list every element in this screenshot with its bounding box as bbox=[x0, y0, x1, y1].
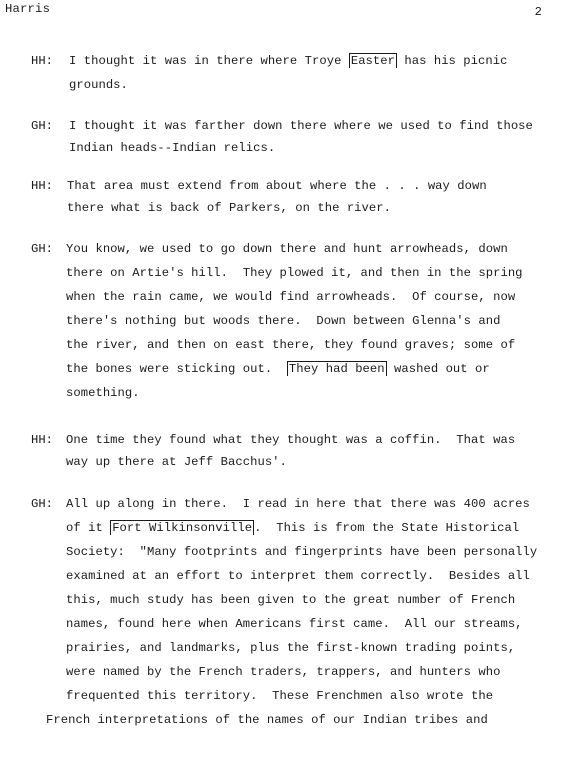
transcript-line: I thought it was farther down there where we used to find those bbox=[69, 119, 533, 133]
transcript-line: way up there at Jeff Bacchus'. bbox=[66, 455, 287, 469]
transcript-line: something. bbox=[66, 386, 140, 400]
transcript-line: frequented this territory. These Frenchmen also wrote the bbox=[66, 689, 494, 703]
transcript-line: there's nothing but woods there. Down between Glenna's and bbox=[66, 314, 501, 328]
transcript-line bbox=[66, 358, 490, 380]
line-text: washed out or bbox=[386, 362, 490, 376]
transcript-line: Society: "Many footprints and fingerprints have been personally bbox=[66, 545, 538, 559]
transcript-line: this, much study has been given to the great number of French bbox=[66, 593, 516, 607]
transcript-line: All up along in there. I read in here that there was 400 acres bbox=[66, 497, 530, 511]
transcript-line: One time they found what they thought was a coffin. That was bbox=[66, 433, 516, 447]
speaker-label: HH: bbox=[31, 433, 53, 447]
editorial-insertion: They had been bbox=[288, 362, 385, 376]
transcript-line: French interpretations of the names of our Indian tribes and bbox=[46, 713, 488, 727]
transcript-line: examined at an effort to interpret them correctly. Besides all bbox=[66, 569, 530, 583]
transcript-line: there what is back of Parkers, on the river. bbox=[67, 201, 392, 215]
speaker-label: GH: bbox=[31, 497, 53, 511]
transcript-line: names, found here when Americans first came. All our streams, bbox=[66, 617, 523, 631]
speaker-label: GH: bbox=[31, 242, 53, 256]
transcript-line: prairies, and landmarks, plus the first-known trading points, bbox=[66, 641, 516, 655]
speaker-label: GH: bbox=[31, 119, 53, 133]
page-number: 2 bbox=[534, 5, 542, 19]
transcript-line: the river, and then on east there, they found graves; some of bbox=[66, 338, 516, 352]
line-text: . This is from the State Historical bbox=[254, 521, 520, 535]
transcript-line bbox=[69, 50, 507, 72]
line-text: the bones were sticking out. bbox=[66, 362, 287, 376]
speaker-label: HH: bbox=[31, 54, 53, 68]
editorial-insertion: Easter bbox=[350, 54, 396, 68]
transcript-line bbox=[66, 517, 519, 539]
transcript-line: were named by the French traders, trappers, and hunters who bbox=[66, 665, 501, 679]
header-name: Harris bbox=[5, 2, 51, 16]
line-text: has his picnic bbox=[397, 54, 508, 68]
line-text: I thought it was in there where Troye bbox=[69, 54, 349, 68]
transcript-line: You know, we used to go down there and hunt arrowheads, down bbox=[66, 242, 508, 256]
transcript-line: when the rain came, we would find arrowheads. Of course, now bbox=[66, 290, 516, 304]
transcript-line: That area must extend from about where the . . . way down bbox=[67, 179, 487, 193]
transcript-line: Indian heads--Indian relics. bbox=[69, 141, 276, 155]
speaker-label: HH: bbox=[31, 179, 53, 193]
transcript-line: grounds. bbox=[69, 78, 128, 92]
line-text: of it bbox=[66, 521, 111, 535]
transcript-line: there on Artie's hill. They plowed it, and then in the spring bbox=[66, 266, 523, 280]
editorial-insertion: Fort Wilkinsonville bbox=[112, 521, 253, 535]
